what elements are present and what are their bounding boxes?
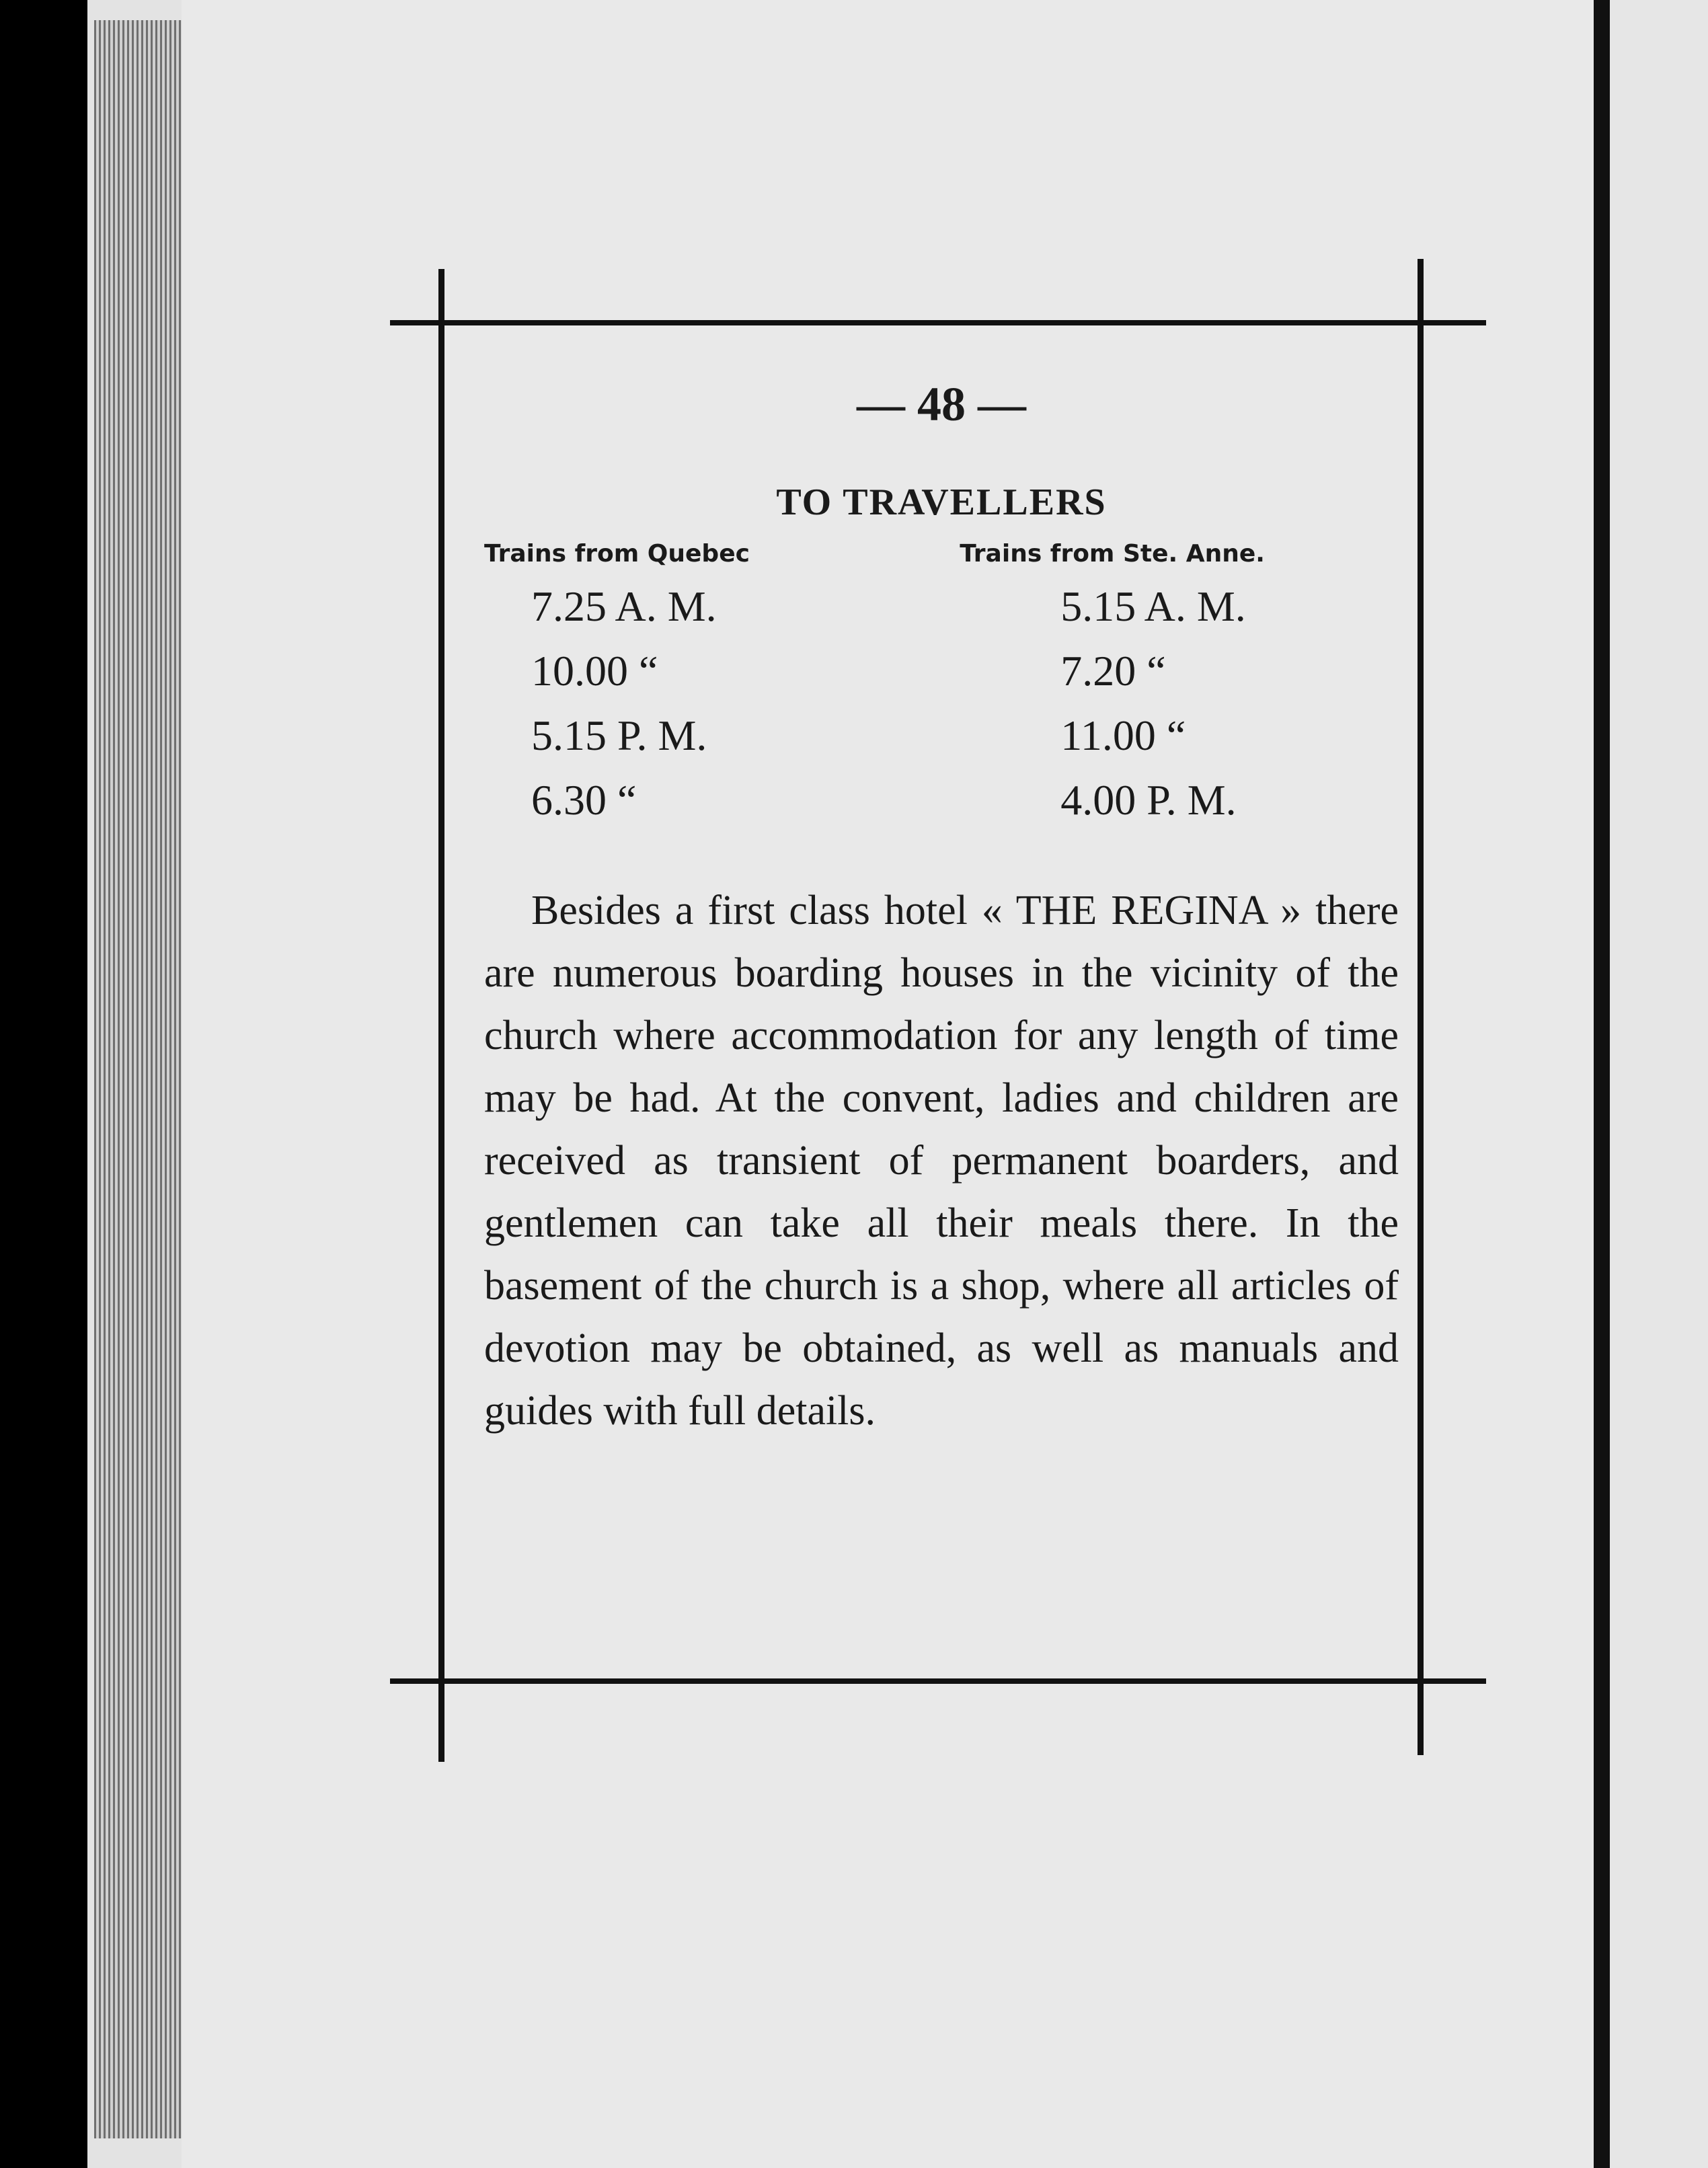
body-paragraph: Besides a first class hotel « THE REGINA » there are numerous boarding houses in the vicinity of the church where accommodation for any length of time may be had. At the convent, ladies and children are received as transient of permanent boarders, and gentlemen can take all their meals there. In the basement of the church is a shop, where all articles of devotion may be obtained, as well as manuals and guides with full details. bbox=[484, 888, 1399, 1434]
timetable-column-ste-anne bbox=[960, 540, 1399, 833]
timetable-row: 5.15 P. M. bbox=[531, 711, 707, 759]
book-page-edges bbox=[94, 20, 195, 2138]
timetable-row: 10.00 “ bbox=[531, 647, 658, 695]
timetable-row: 7.25 A. M. bbox=[531, 582, 717, 630]
page-content bbox=[484, 377, 1399, 1484]
timetable-row: 7.20 “ bbox=[1060, 647, 1166, 695]
frame-left-rule bbox=[438, 269, 444, 1762]
timetable-row: 5.15 A. M. bbox=[1060, 582, 1246, 630]
timetable-header-ste-anne: Trains from Ste. Anne. bbox=[960, 540, 1265, 568]
facing-page bbox=[1610, 0, 1708, 2168]
train-timetable bbox=[484, 540, 1399, 833]
frame-bottom-rule bbox=[390, 1678, 1486, 1684]
book-gutter bbox=[1594, 0, 1610, 2168]
page-number: — 48 — bbox=[857, 377, 1026, 431]
timetable-row: 4.00 P. M. bbox=[1060, 776, 1237, 824]
timetable-header-quebec: Trains from Quebec bbox=[484, 540, 750, 568]
timetable-row: 6.30 “ bbox=[531, 776, 637, 824]
timetable-times-quebec bbox=[484, 574, 923, 833]
timetable-row: 11.00 “ bbox=[1060, 711, 1186, 759]
frame-top-rule bbox=[390, 320, 1486, 325]
timetable-column-quebec bbox=[484, 540, 923, 833]
timetable-times-ste-anne bbox=[960, 574, 1399, 833]
section-title: TO TRAVELLERS bbox=[776, 481, 1107, 523]
frame-right-rule bbox=[1418, 259, 1424, 1755]
